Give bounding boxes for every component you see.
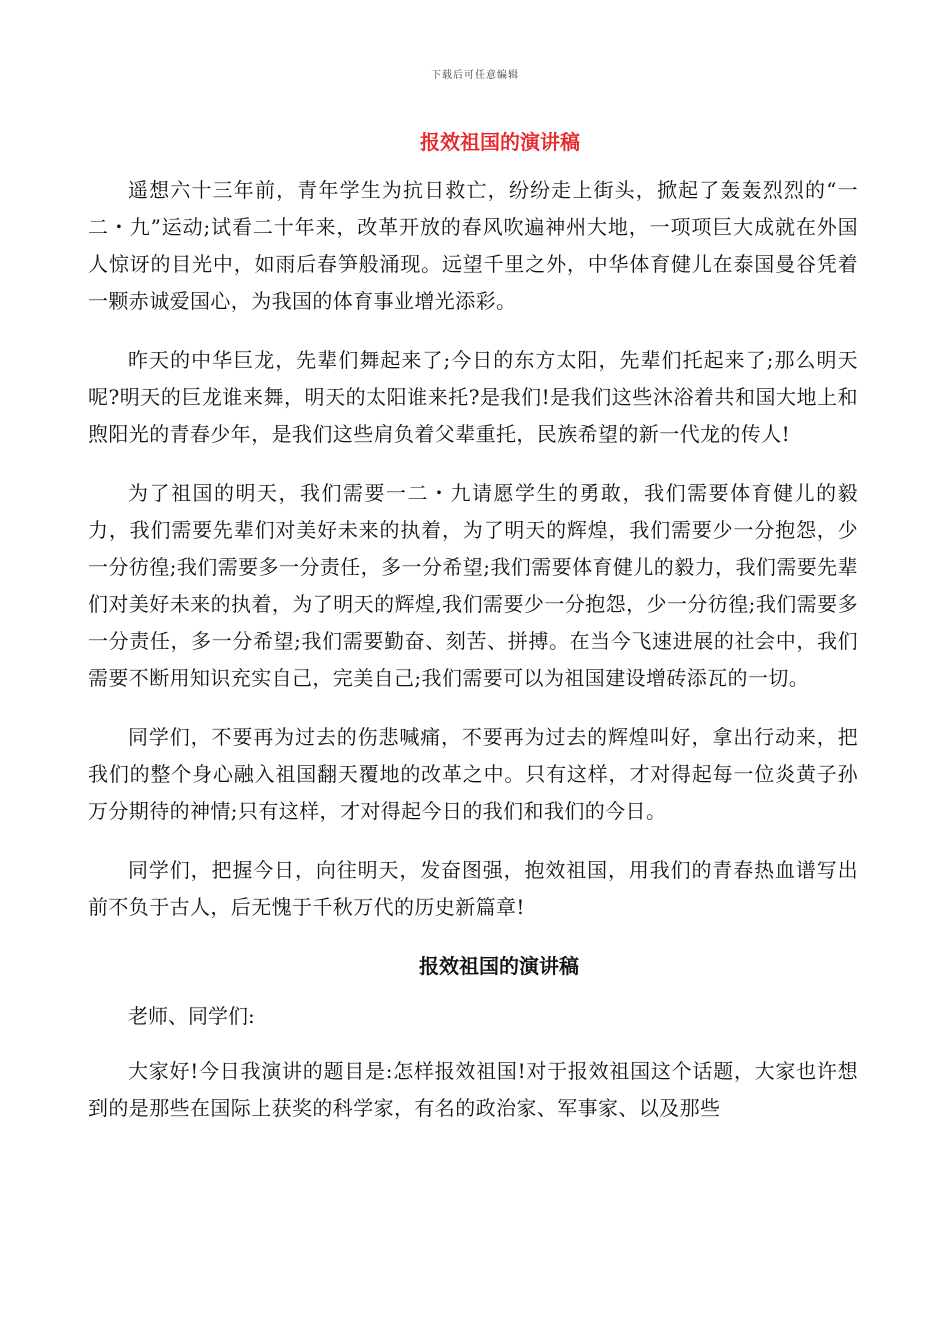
paragraph: 昨天的中华巨龙，先辈们舞起来了;今日的东方太阳，先辈们托起来了;那么明天呢?明天的巨龙谁来舞，明天的太阳谁来托?是我们!是我们这些沐浴着共和国大地上和煦阳光的青春少年，是我们这些肩负着父辈重托，民族希望的新一代龙的传人! [88, 348, 858, 446]
paragraph: 同学们，把握今日，向往明天，发奋图强，抱效祖国，用我们的青春热血谱写出前不负于古人，后无愧于千秋万代的历史新篇章! [88, 858, 858, 919]
paragraph: 同学们，不要再为过去的伤悲喊痛，不要再为过去的辉煌叫好，拿出行动来，把我们的整个身心融入祖国翻天覆地的改革之中。只有这样，才对得起每一位炎黄子孙万分期待的神情;只有这样，才对得起今日的我们和我们的今日。 [88, 725, 858, 823]
document-body [88, 172, 858, 1149]
header-note: 下载后可任意编辑 [431, 70, 519, 81]
paragraph: 遥想六十三年前，青年学生为抗日救亡，纷纷走上街头，掀起了轰轰烈烈的“一二・九”运动;试看二十年来，改革开放的春风吹遍神州大地，一项项巨大成就在外国人惊讶的目光中，如雨后春笋般涌现。远望千里之外，中华体育健儿在泰国曼谷凭着一颗赤诚爱国心，为我国的体育事业增光添彩。 [88, 178, 858, 313]
paragraph: 为了祖国的明天，我们需要一二・九请愿学生的勇敢，我们需要体育健儿的毅力，我们需要先辈们对美好未来的执着，为了明天的辉煌，我们需要少一分抱怨，少一分彷徨;我们需要多一分责任，多一分希望;我们需要体育健儿的毅力，我们需要先辈们对美好未来的执着，为了明天的辉煌,我们需要少一分抱怨，少一分彷徨;我们需要多一分责任，多一分希望;我们需要勤奋、刻苦、拼搏。在当今飞速进展的社会中，我们需要不断用知识充实自己，完美自己;我们需要可以为祖国建设增砖添瓦的一切。 [88, 481, 858, 690]
section-title: 报效祖国的演讲稿 [419, 954, 579, 978]
salutation: 老师、同学们: [128, 1004, 255, 1028]
paragraph: 大家好!今日我演讲的题目是:怎样报效祖国!对于报效祖国这个话题，大家也许想到的是那些在国际上获奖的科学家，有名的政治家、军事家、以及那些 [88, 1059, 858, 1120]
document-title: 报效祖国的演讲稿 [420, 130, 580, 154]
section-2-heading-wrap [88, 948, 858, 984]
